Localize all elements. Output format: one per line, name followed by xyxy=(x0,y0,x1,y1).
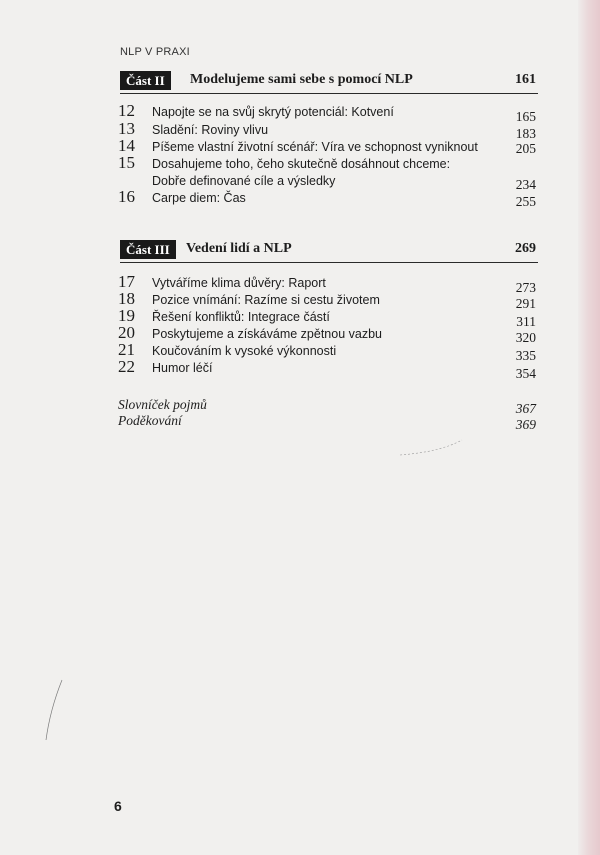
chapter-page: 205 xyxy=(515,141,536,156)
chapter-page: 354 xyxy=(515,366,536,381)
chapter-title: Píšeme vlastní životní scénář: Víra ve schopnost vyniknout xyxy=(152,140,478,154)
chapter-title: Napojte se na svůj skrytý potenciál: Kotvení xyxy=(152,105,394,119)
chapter-page: 291 xyxy=(515,296,536,311)
chapter-number: 19 xyxy=(118,306,135,325)
backmatter-title: Slovníček pojmů xyxy=(118,397,207,412)
chapter-number: 15 xyxy=(118,153,135,172)
chapter-number: 17 xyxy=(118,272,135,291)
chapter-number: 22 xyxy=(118,357,135,376)
page-number: 6 xyxy=(114,798,122,814)
part-title: Vedení lidí a NLP xyxy=(186,241,292,256)
chapter-title: Poskytujeme a získáváme zpětnou vazbu xyxy=(152,327,382,341)
chapter-number: 16 xyxy=(118,187,135,206)
chapter-page: 335 xyxy=(515,348,536,363)
running-head: NLP V PRAXI xyxy=(120,46,190,58)
chapter-title: Pozice vnímání: Razíme si cestu životem xyxy=(152,293,380,307)
chapter-number: 18 xyxy=(118,289,135,308)
backmatter-title: Poděkování xyxy=(118,413,182,428)
chapter-page: 273 xyxy=(515,280,536,295)
chapter-page: 165 xyxy=(515,109,536,124)
chapter-number: 12 xyxy=(118,101,135,120)
chapter-title: Humor léčí xyxy=(152,361,213,375)
backmatter-page: 367 xyxy=(515,401,536,416)
chapter-page: 234 xyxy=(515,177,536,192)
part-title: Modelujeme sami sebe s pomocí NLP xyxy=(190,72,413,87)
part-label: Část III xyxy=(120,240,176,259)
chapter-page: 255 xyxy=(515,194,536,209)
chapter-page: 183 xyxy=(515,126,536,141)
chapter-title: Dosahujeme toho, čeho skutečně dosáhnout chceme: xyxy=(152,157,451,171)
part-label: Část II xyxy=(120,71,171,90)
chapter-title: Koučováním k vysoké výkonnosti xyxy=(152,344,337,358)
chapter-title: Řešení konfliktů: Integrace částí xyxy=(152,310,330,324)
part-page: 161 xyxy=(515,72,536,87)
part-page: 269 xyxy=(515,241,536,256)
chapter-title: Carpe diem: Čas xyxy=(152,191,246,205)
chapter-title-cont: Dobře definované cíle a výsledky xyxy=(152,174,336,188)
chapter-page: 311 xyxy=(516,314,536,329)
chapter-title: Vytváříme klima důvěry: Raport xyxy=(152,276,326,290)
chapter-page: 320 xyxy=(515,330,536,345)
chapter-number: 20 xyxy=(118,323,135,342)
chapter-number: 21 xyxy=(118,340,135,359)
backmatter-page: 369 xyxy=(515,417,536,432)
chapter-number: 14 xyxy=(118,136,135,155)
chapter-number: 13 xyxy=(118,119,135,138)
chapter-title: Sladění: Roviny vlivu xyxy=(152,123,269,137)
